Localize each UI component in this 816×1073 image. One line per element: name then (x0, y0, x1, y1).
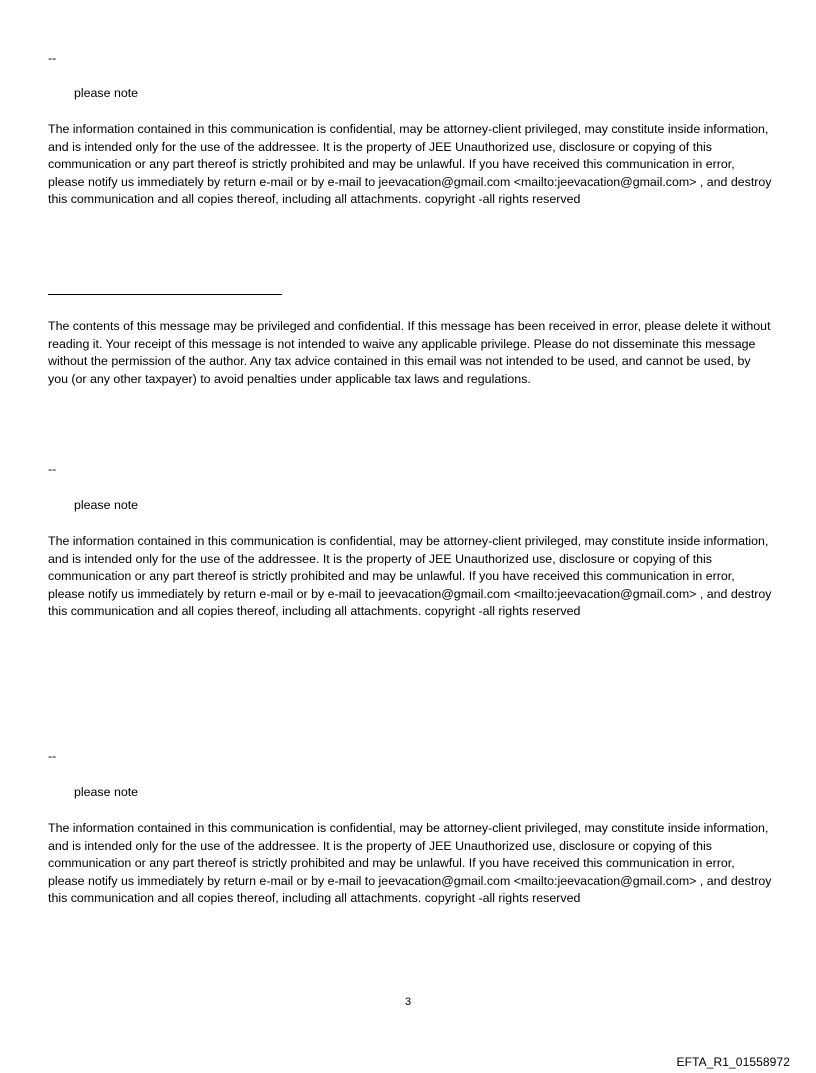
separator-3: -- (48, 749, 57, 763)
note-label-1: please note (74, 86, 139, 100)
separator-1: -- (48, 51, 57, 65)
document-id: EFTA_R1_01558972 (676, 1055, 790, 1069)
horizontal-rule (48, 294, 282, 295)
note-label-2: please note (74, 498, 139, 512)
confidentiality-notice-2: The information contained in this communication is confidential, may be attorney-client privileged, may constitute inside information, and is intended only for the use of the addressee. It is the property of JEE Unauthorized use, disclosure or copying of this communication or any part thereof is strictly prohibited and may be unlawful. If you have received this communication in error, please notify us immediately by return e-mail or by e-mail to jeevacation@gmail.com <mailto:jeevacation@gmail.com> , and destroy this communication and all copies thereof, including all attachments. copyright -all rights reserved (48, 534, 772, 619)
page-number: 3 (404, 996, 412, 1008)
separator-2: -- (48, 462, 57, 476)
confidentiality-notice-1: The information contained in this communication is confidential, may be attorney-client privileged, may constitute inside information, and is intended only for the use of the addressee. It is the property of JEE Unauthorized use, disclosure or copying of this communication or any part thereof is strictly prohibited and may be unlawful. If you have received this communication in error, please notify us immediately by return e-mail or by e-mail to jeevacation@gmail.com <mailto:jeevacation@gmail.com> , and destroy this communication and all copies thereof, including all attachments. copyright -all rights reserved (48, 122, 772, 207)
note-label-3: please note (74, 785, 139, 799)
privilege-notice: The contents of this message may be privileged and confidential. If this message has been received in error, please delete it without reading it. Your receipt of this message is not intended to waive any applicable privilege. Please do not disseminate this message without the permission of the author. Any tax advice contained in this email was not intended to be used, and cannot be used, by you (or any other taxpayer) to avoid penalties under applicable tax laws and regulations. (48, 319, 771, 386)
confidentiality-notice-3: The information contained in this communication is confidential, may be attorney-client privileged, may constitute inside information, and is intended only for the use of the addressee. It is the property of JEE Unauthorized use, disclosure or copying of this communication or any part thereof is strictly prohibited and may be unlawful. If you have received this communication in error, please notify us immediately by return e-mail or by e-mail to jeevacation@gmail.com <mailto:jeevacation@gmail.com> , and destroy this communication and all copies thereof, including all attachments. copyright -all rights reserved (48, 821, 772, 906)
